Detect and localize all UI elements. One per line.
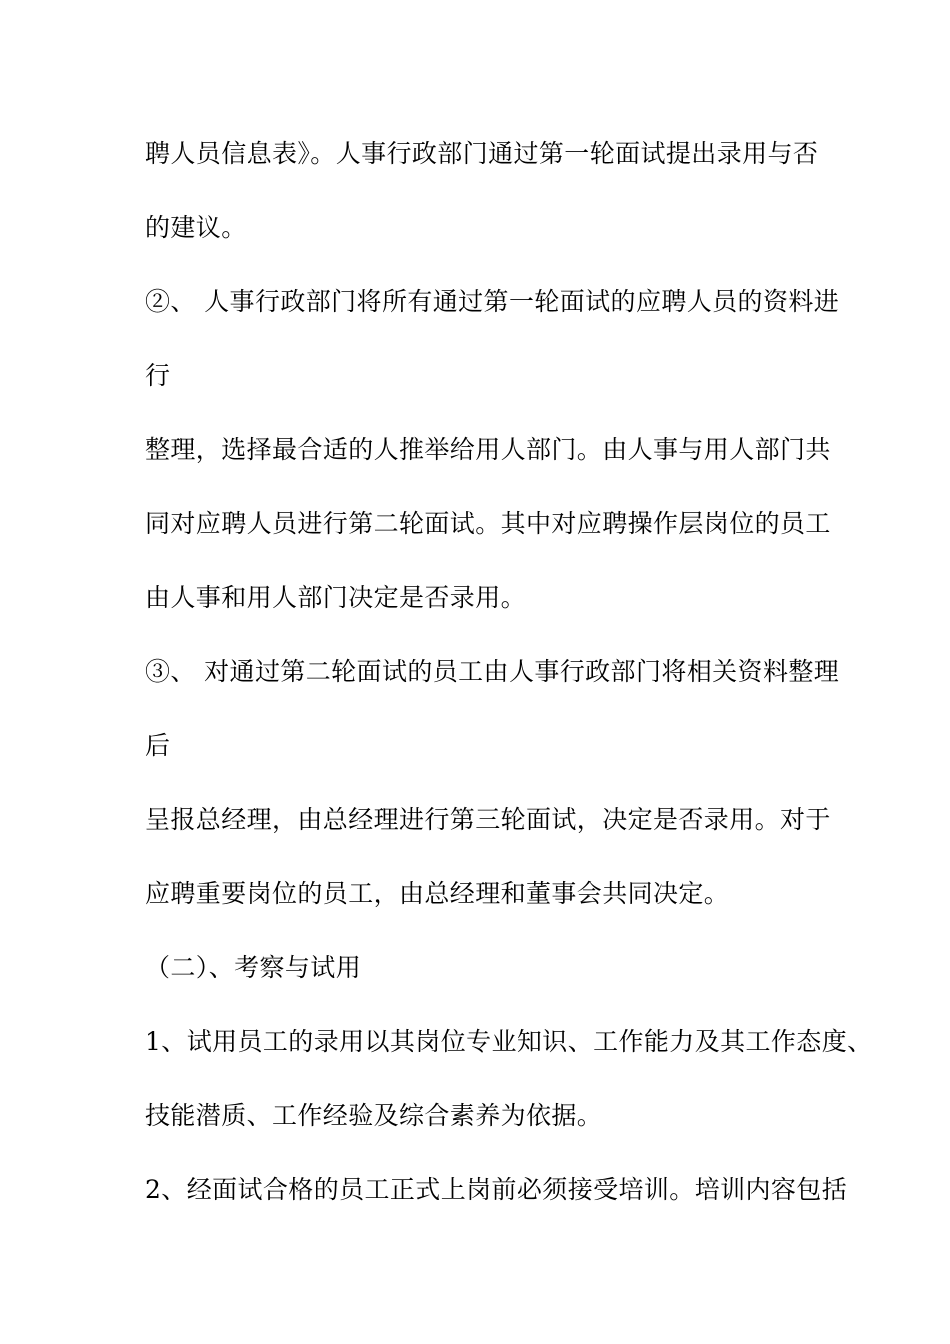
text-line: 整理，选择最合适的人推举给用人部门。由人事与用人部门共: [145, 435, 831, 464]
text-line: 技能潜质、工作经验及综合素养为依据。: [145, 1101, 603, 1130]
numbered-item-1-line: 1、试用员工的录用以其岗位专业知识、工作能力及其工作态度、: [145, 1027, 873, 1056]
numbered-item-2-line: 2、经面试合格的员工正式上岗前必须接受培训。培训内容包括: [145, 1175, 848, 1204]
text-line: 聘人员信息表》。人事行政部门通过第一轮面试提出录用与否: [145, 139, 819, 168]
text-line: 同对应聘人员进行第二轮面试。其中对应聘操作层岗位的员工: [145, 509, 831, 538]
text-line: 由人事和用人部门决定是否录用。: [145, 583, 527, 612]
text-line: 的建议。: [145, 213, 247, 242]
text-line: 呈报总经理，由总经理进行第三轮面试，决定是否录用。对于: [145, 805, 831, 834]
text-line: 后: [145, 731, 171, 760]
text-line: 应聘重要岗位的员工，由总经理和董事会共同决定。: [145, 879, 730, 908]
text-line: 行: [145, 361, 171, 390]
section-heading: （二）、考察与试用: [145, 953, 362, 982]
list-item-2-line: ②、 人事行政部门将所有通过第一轮面试的应聘人员的资料进: [145, 287, 840, 316]
list-item-3-line: ③、 对通过第二轮面试的员工由人事行政部门将相关资料整理: [145, 657, 840, 686]
